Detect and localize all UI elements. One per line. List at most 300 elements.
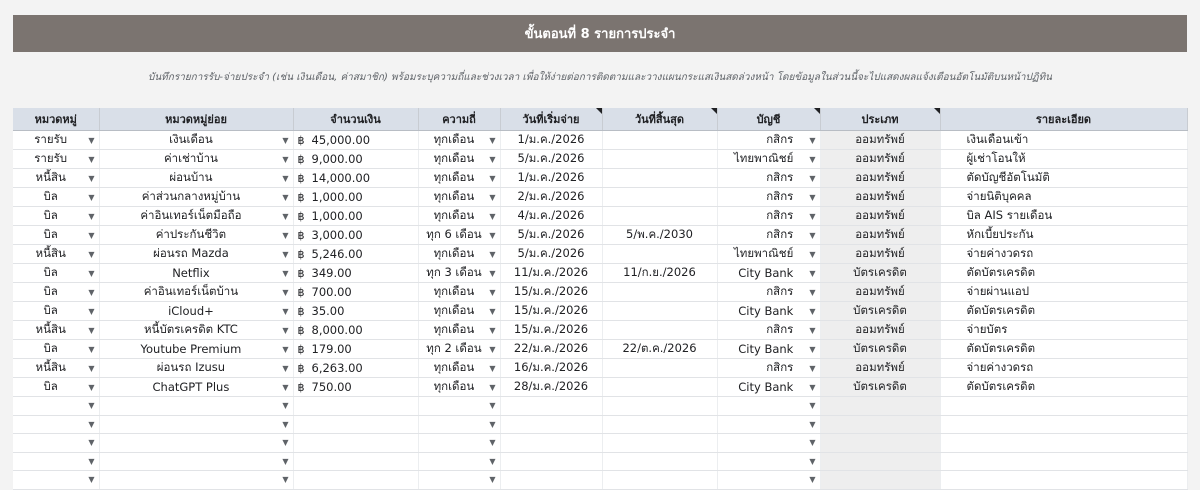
end-date-cell[interactable] <box>602 452 717 471</box>
detail-cell[interactable] <box>940 415 1187 434</box>
table-row <box>13 340 1187 359</box>
end-date-cell[interactable] <box>602 415 717 434</box>
subcategory-cell[interactable] <box>99 169 293 188</box>
amount-cell[interactable] <box>293 471 418 490</box>
detail-cell[interactable] <box>940 264 1187 283</box>
subcategory-cell[interactable] <box>99 207 293 226</box>
frequency-cell[interactable] <box>418 321 500 340</box>
start-date-cell[interactable] <box>500 302 602 321</box>
dropdown-arrow-icon[interactable]: ▼ <box>88 475 95 485</box>
table-row <box>13 207 1187 226</box>
type-cell <box>820 415 940 434</box>
detail-value: ผู้เช่าโอนให้ <box>966 151 1026 165</box>
category-value: หนี้สิน <box>35 246 66 260</box>
dropdown-arrow-icon[interactable]: ▼ <box>88 230 95 240</box>
amount-cell[interactable] <box>293 150 418 169</box>
detail-cell[interactable] <box>940 207 1187 226</box>
category-value: บิล <box>43 284 58 298</box>
start-date-cell[interactable] <box>500 131 602 150</box>
dropdown-arrow-icon[interactable]: ▼ <box>88 401 95 411</box>
type-value: ออมทรัพย์ <box>855 170 905 184</box>
type-cell <box>820 226 940 245</box>
amount-cell[interactable] <box>293 434 418 453</box>
col-header-frequency[interactable]: ความถี่ <box>418 108 500 131</box>
dropdown-arrow-icon[interactable]: ▼ <box>809 456 816 466</box>
dropdown-arrow-icon[interactable]: ▼ <box>809 382 816 392</box>
detail-cell[interactable] <box>940 397 1187 416</box>
baht-symbol: ฿ <box>297 247 305 261</box>
detail-cell[interactable] <box>940 452 1187 471</box>
account-cell[interactable] <box>717 434 820 453</box>
dropdown-arrow-icon[interactable]: ▼ <box>489 456 496 466</box>
detail-cell[interactable] <box>940 302 1187 321</box>
table-row <box>13 188 1187 207</box>
end-date-cell[interactable] <box>602 340 717 359</box>
detail-cell[interactable] <box>940 378 1187 397</box>
account-cell[interactable] <box>717 302 820 321</box>
page-title: ขั้นตอนที่ 8 รายการประจำ <box>524 27 676 42</box>
dropdown-arrow-icon[interactable]: ▼ <box>809 344 816 354</box>
account-cell[interactable] <box>717 415 820 434</box>
dropdown-arrow-icon[interactable]: ▼ <box>88 211 95 221</box>
type-value: ออมทรัพย์ <box>855 246 905 260</box>
frequency-cell[interactable] <box>418 264 500 283</box>
dropdown-arrow-icon[interactable]: ▼ <box>489 268 496 278</box>
start-date-cell[interactable] <box>500 434 602 453</box>
start-date-value: 4/ม.ค./2026 <box>517 208 585 222</box>
account-cell[interactable] <box>717 283 820 302</box>
detail-cell[interactable] <box>940 283 1187 302</box>
account-cell[interactable] <box>717 207 820 226</box>
dropdown-arrow-icon[interactable]: ▼ <box>282 230 289 240</box>
amount-cell[interactable] <box>293 169 418 188</box>
col-header-account[interactable]: บัญชี <box>717 108 820 131</box>
dropdown-arrow-icon[interactable]: ▼ <box>282 456 289 466</box>
col-header-end-date[interactable]: วันที่สิ้นสุด <box>602 108 717 131</box>
category-cell[interactable] <box>13 283 99 302</box>
amount-cell[interactable] <box>293 415 418 434</box>
start-date-value: 15/ม.ค./2026 <box>513 284 589 298</box>
category-cell[interactable] <box>13 452 99 471</box>
start-date-cell[interactable] <box>500 378 602 397</box>
dropdown-arrow-icon[interactable]: ▼ <box>809 154 816 164</box>
type-cell <box>820 207 940 226</box>
dropdown-arrow-icon[interactable]: ▼ <box>282 438 289 448</box>
dropdown-arrow-icon[interactable]: ▼ <box>282 211 289 221</box>
amount-value: 35.00 <box>311 304 345 318</box>
dropdown-arrow-icon[interactable]: ▼ <box>88 192 95 202</box>
account-cell[interactable] <box>717 131 820 150</box>
frequency-value: ทุกเดือน <box>433 189 475 203</box>
table-row <box>13 169 1187 188</box>
type-value: ออมทรัพย์ <box>855 284 905 298</box>
amount-cell[interactable] <box>293 378 418 397</box>
dropdown-arrow-icon[interactable]: ▼ <box>282 344 289 354</box>
end-date-cell[interactable] <box>602 131 717 150</box>
frequency-cell[interactable] <box>418 302 500 321</box>
detail-cell[interactable] <box>940 131 1187 150</box>
start-date-cell[interactable] <box>500 245 602 264</box>
type-cell <box>820 131 940 150</box>
end-date-cell[interactable] <box>602 378 717 397</box>
subcategory-cell[interactable] <box>99 283 293 302</box>
category-cell[interactable] <box>13 359 99 378</box>
frequency-value: ทุกเดือน <box>433 379 475 393</box>
type-cell <box>820 378 940 397</box>
col-header-type[interactable]: ประเภท <box>820 108 940 131</box>
frequency-cell[interactable] <box>418 397 500 416</box>
category-cell[interactable] <box>13 340 99 359</box>
dropdown-arrow-icon[interactable]: ▼ <box>88 344 95 354</box>
account-cell[interactable] <box>717 340 820 359</box>
start-date-cell[interactable] <box>500 340 602 359</box>
end-date-cell[interactable] <box>602 264 717 283</box>
dropdown-arrow-icon[interactable]: ▼ <box>809 192 816 202</box>
account-cell[interactable] <box>717 169 820 188</box>
amount-cell[interactable] <box>293 226 418 245</box>
detail-cell[interactable] <box>940 321 1187 340</box>
amount-cell[interactable] <box>293 452 418 471</box>
subcategory-cell[interactable] <box>99 471 293 490</box>
account-cell[interactable] <box>717 188 820 207</box>
dropdown-arrow-icon[interactable]: ▼ <box>88 306 95 316</box>
start-date-value: 5/ม.ค./2026 <box>517 227 585 241</box>
start-date-value: 16/ม.ค./2026 <box>513 360 589 374</box>
end-date-cell[interactable] <box>602 207 717 226</box>
category-cell[interactable] <box>13 264 99 283</box>
type-cell <box>820 452 940 471</box>
dropdown-arrow-icon[interactable]: ▼ <box>489 344 496 354</box>
category-cell[interactable] <box>13 169 99 188</box>
dropdown-arrow-icon[interactable]: ▼ <box>88 382 95 392</box>
frequency-cell[interactable] <box>418 283 500 302</box>
subcategory-cell[interactable] <box>99 340 293 359</box>
table-row <box>13 150 1187 169</box>
subcategory-cell[interactable] <box>99 150 293 169</box>
start-date-cell[interactable] <box>500 264 602 283</box>
subcategory-cell[interactable] <box>99 321 293 340</box>
amount-value: 8,000.00 <box>311 323 363 337</box>
category-cell[interactable] <box>13 302 99 321</box>
type-cell <box>820 321 940 340</box>
account-cell[interactable] <box>717 471 820 490</box>
amount-cell[interactable] <box>293 131 418 150</box>
category-cell[interactable] <box>13 397 99 416</box>
amount-value: 179.00 <box>311 342 352 356</box>
frequency-cell[interactable] <box>418 471 500 490</box>
dropdown-arrow-icon[interactable]: ▼ <box>489 438 496 448</box>
start-date-cell[interactable] <box>500 207 602 226</box>
type-value: ออมทรัพย์ <box>855 322 905 336</box>
subcategory-cell[interactable] <box>99 245 293 264</box>
frequency-cell[interactable] <box>418 434 500 453</box>
category-cell[interactable] <box>13 434 99 453</box>
subcategory-value: ค่าอินเทอร์เน็ตบ้าน <box>143 284 239 298</box>
dropdown-arrow-icon[interactable]: ▼ <box>282 135 289 145</box>
account-cell[interactable] <box>717 245 820 264</box>
dropdown-arrow-icon[interactable]: ▼ <box>489 419 496 429</box>
dropdown-arrow-icon[interactable]: ▼ <box>809 287 816 297</box>
dropdown-arrow-icon[interactable]: ▼ <box>88 325 95 335</box>
dropdown-arrow-icon[interactable]: ▼ <box>489 230 496 240</box>
detail-cell[interactable] <box>940 359 1187 378</box>
frequency-cell[interactable] <box>418 207 500 226</box>
end-date-cell[interactable] <box>602 169 717 188</box>
frequency-cell[interactable] <box>418 378 500 397</box>
end-date-cell[interactable] <box>602 188 717 207</box>
col-header-start-date[interactable]: วันที่เริ่มจ่าย <box>500 108 602 131</box>
col-header-subcategory[interactable]: หมวดหมู่ย่อย <box>99 108 293 131</box>
account-cell[interactable] <box>717 150 820 169</box>
account-value: กสิกร <box>766 170 794 184</box>
start-date-cell[interactable] <box>500 359 602 378</box>
frequency-value: ทุก 6 เดือน <box>426 227 482 241</box>
dropdown-arrow-icon[interactable]: ▼ <box>809 211 816 221</box>
category-cell[interactable] <box>13 188 99 207</box>
category-cell[interactable] <box>13 131 99 150</box>
subcategory-cell[interactable] <box>99 397 293 416</box>
dropdown-arrow-icon[interactable]: ▼ <box>88 419 95 429</box>
start-date-cell[interactable] <box>500 321 602 340</box>
subcategory-cell[interactable] <box>99 452 293 471</box>
dropdown-arrow-icon[interactable]: ▼ <box>282 192 289 202</box>
dropdown-arrow-icon[interactable]: ▼ <box>88 173 95 183</box>
dropdown-arrow-icon[interactable]: ▼ <box>809 135 816 145</box>
frequency-cell[interactable] <box>418 226 500 245</box>
end-date-cell[interactable] <box>602 321 717 340</box>
dropdown-arrow-icon[interactable]: ▼ <box>489 475 496 485</box>
baht-symbol: ฿ <box>297 285 305 299</box>
dropdown-arrow-icon[interactable]: ▼ <box>809 363 816 373</box>
category-cell[interactable] <box>13 207 99 226</box>
dropdown-arrow-icon[interactable]: ▼ <box>809 438 816 448</box>
dropdown-arrow-icon[interactable]: ▼ <box>489 192 496 202</box>
dropdown-arrow-icon[interactable]: ▼ <box>282 325 289 335</box>
empty-row <box>13 415 1187 434</box>
detail-cell[interactable] <box>940 340 1187 359</box>
dropdown-arrow-icon[interactable]: ▼ <box>809 325 816 335</box>
detail-cell[interactable] <box>940 245 1187 264</box>
end-date-cell[interactable] <box>602 283 717 302</box>
detail-cell[interactable] <box>940 150 1187 169</box>
dropdown-arrow-icon[interactable]: ▼ <box>282 268 289 278</box>
amount-value: 750.00 <box>311 380 352 394</box>
end-date-cell[interactable] <box>602 226 717 245</box>
account-value: กสิกร <box>766 360 794 374</box>
baht-symbol: ฿ <box>297 361 305 375</box>
dropdown-arrow-icon[interactable]: ▼ <box>282 306 289 316</box>
amount-cell[interactable] <box>293 283 418 302</box>
end-date-cell[interactable] <box>602 434 717 453</box>
dropdown-arrow-icon[interactable]: ▼ <box>489 135 496 145</box>
end-date-cell[interactable] <box>602 245 717 264</box>
dropdown-arrow-icon[interactable]: ▼ <box>809 419 816 429</box>
baht-symbol: ฿ <box>297 171 305 185</box>
baht-symbol: ฿ <box>297 304 305 318</box>
dropdown-arrow-icon[interactable]: ▼ <box>489 173 496 183</box>
dropdown-arrow-icon[interactable]: ▼ <box>809 306 816 316</box>
detail-cell[interactable] <box>940 169 1187 188</box>
type-cell <box>820 434 940 453</box>
dropdown-arrow-icon[interactable]: ▼ <box>809 173 816 183</box>
subcategory-cell[interactable] <box>99 264 293 283</box>
dropdown-arrow-icon[interactable]: ▼ <box>282 419 289 429</box>
subcategory-value: ผ่อนรถ Mazda <box>153 246 229 260</box>
category-cell[interactable] <box>13 378 99 397</box>
frequency-cell[interactable] <box>418 340 500 359</box>
category-cell[interactable] <box>13 150 99 169</box>
category-value: หนี้สิน <box>35 322 66 336</box>
dropdown-arrow-icon[interactable]: ▼ <box>489 382 496 392</box>
detail-cell[interactable] <box>940 188 1187 207</box>
account-cell[interactable] <box>717 397 820 416</box>
end-date-cell[interactable] <box>602 397 717 416</box>
detail-value: บิล AIS รายเดือน <box>966 208 1053 222</box>
start-date-cell[interactable] <box>500 471 602 490</box>
dropdown-arrow-icon[interactable]: ▼ <box>282 363 289 373</box>
category-cell[interactable] <box>13 226 99 245</box>
account-cell[interactable] <box>717 264 820 283</box>
amount-cell[interactable] <box>293 188 418 207</box>
start-date-cell[interactable] <box>500 283 602 302</box>
start-date-cell[interactable] <box>500 169 602 188</box>
subcategory-cell[interactable] <box>99 378 293 397</box>
dropdown-arrow-icon[interactable]: ▼ <box>88 249 95 259</box>
dropdown-arrow-icon[interactable]: ▼ <box>489 401 496 411</box>
type-value: บัตรเครดิต <box>853 265 907 279</box>
amount-cell[interactable] <box>293 397 418 416</box>
start-date-cell[interactable] <box>500 452 602 471</box>
dropdown-arrow-icon[interactable]: ▼ <box>282 382 289 392</box>
account-value: ไทยพาณิชย์ <box>733 246 794 260</box>
subcategory-value: ค่าประกันชีวิต <box>155 227 227 241</box>
category-cell[interactable] <box>13 415 99 434</box>
end-date-cell[interactable] <box>602 471 717 490</box>
frequency-cell[interactable] <box>418 188 500 207</box>
start-date-cell[interactable] <box>500 150 602 169</box>
end-date-cell[interactable] <box>602 302 717 321</box>
start-date-cell[interactable] <box>500 188 602 207</box>
category-cell[interactable] <box>13 245 99 264</box>
dropdown-arrow-icon[interactable]: ▼ <box>88 135 95 145</box>
dropdown-arrow-icon[interactable]: ▼ <box>489 249 496 259</box>
amount-cell[interactable] <box>293 207 418 226</box>
account-cell[interactable] <box>717 452 820 471</box>
col-header-category[interactable]: หมวดหมู่ <box>13 108 99 131</box>
dropdown-arrow-icon[interactable]: ▼ <box>809 230 816 240</box>
detail-value: จ่ายบัตร <box>966 322 1008 336</box>
start-date-cell[interactable] <box>500 397 602 416</box>
category-value: บิล <box>43 189 58 203</box>
dropdown-arrow-icon[interactable]: ▼ <box>809 249 816 259</box>
dropdown-arrow-icon[interactable]: ▼ <box>282 173 289 183</box>
dropdown-arrow-icon[interactable]: ▼ <box>88 363 95 373</box>
amount-cell[interactable] <box>293 264 418 283</box>
empty-row <box>13 471 1187 490</box>
dropdown-arrow-icon[interactable]: ▼ <box>489 287 496 297</box>
amount-cell[interactable] <box>293 321 418 340</box>
amount-cell[interactable] <box>293 245 418 264</box>
subcategory-cell[interactable] <box>99 188 293 207</box>
account-cell[interactable] <box>717 321 820 340</box>
step-banner <box>13 15 1187 52</box>
subcategory-cell[interactable] <box>99 131 293 150</box>
dropdown-arrow-icon[interactable]: ▼ <box>489 211 496 221</box>
subcategory-cell[interactable] <box>99 359 293 378</box>
end-date-value: 11/ก.ย./2026 <box>623 265 696 279</box>
dropdown-arrow-icon[interactable]: ▼ <box>489 363 496 373</box>
amount-cell[interactable] <box>293 359 418 378</box>
frequency-cell[interactable] <box>418 150 500 169</box>
frequency-cell[interactable] <box>418 359 500 378</box>
dropdown-arrow-icon[interactable]: ▼ <box>282 154 289 164</box>
subcategory-cell[interactable] <box>99 302 293 321</box>
col-header-amount[interactable]: จำนวนเงิน <box>293 108 418 131</box>
dropdown-arrow-icon[interactable]: ▼ <box>489 154 496 164</box>
amount-cell[interactable] <box>293 340 418 359</box>
dropdown-arrow-icon[interactable]: ▼ <box>88 287 95 297</box>
dropdown-arrow-icon[interactable]: ▼ <box>489 325 496 335</box>
dropdown-arrow-icon[interactable]: ▼ <box>88 456 95 466</box>
dropdown-arrow-icon[interactable]: ▼ <box>282 249 289 259</box>
start-date-value: 28/ม.ค./2026 <box>513 379 589 393</box>
dropdown-arrow-icon[interactable]: ▼ <box>282 287 289 297</box>
dropdown-arrow-icon[interactable]: ▼ <box>88 154 95 164</box>
detail-cell[interactable] <box>940 226 1187 245</box>
dropdown-arrow-icon[interactable]: ▼ <box>88 438 95 448</box>
type-value: บัตรเครดิต <box>853 379 907 393</box>
frequency-value: ทุกเดือน <box>433 208 475 222</box>
dropdown-arrow-icon[interactable]: ▼ <box>88 268 95 278</box>
end-date-cell[interactable] <box>602 150 717 169</box>
amount-cell[interactable] <box>293 302 418 321</box>
dropdown-arrow-icon[interactable]: ▼ <box>809 268 816 278</box>
frequency-cell[interactable] <box>418 169 500 188</box>
dropdown-arrow-icon[interactable]: ▼ <box>809 475 816 485</box>
start-date-value: 11/ม.ค./2026 <box>513 265 589 279</box>
dropdown-arrow-icon[interactable]: ▼ <box>282 475 289 485</box>
detail-cell[interactable] <box>940 434 1187 453</box>
category-cell[interactable] <box>13 471 99 490</box>
account-cell[interactable] <box>717 359 820 378</box>
end-date-cell[interactable] <box>602 359 717 378</box>
dropdown-arrow-icon[interactable]: ▼ <box>489 306 496 316</box>
subcategory-value: ค่าอินเทอร์เน็ตมือถือ <box>140 208 242 222</box>
dropdown-arrow-icon[interactable]: ▼ <box>282 401 289 411</box>
frequency-cell[interactable] <box>418 452 500 471</box>
subcategory-cell[interactable] <box>99 415 293 434</box>
start-date-value: 1/ม.ค./2026 <box>517 170 585 184</box>
subcategory-value: ค่าเช่าบ้าน <box>163 151 218 165</box>
amount-value: 6,263.00 <box>311 361 363 375</box>
account-cell[interactable] <box>717 226 820 245</box>
table-row <box>13 321 1187 340</box>
subcategory-cell[interactable] <box>99 226 293 245</box>
frequency-cell[interactable] <box>418 415 500 434</box>
dropdown-arrow-icon[interactable]: ▼ <box>809 401 816 411</box>
col-header-detail[interactable]: รายละเอียด <box>940 108 1187 131</box>
start-date-cell[interactable] <box>500 415 602 434</box>
start-date-cell[interactable] <box>500 226 602 245</box>
type-value: ออมทรัพย์ <box>855 151 905 165</box>
frequency-cell[interactable] <box>418 131 500 150</box>
frequency-cell[interactable] <box>418 245 500 264</box>
account-cell[interactable] <box>717 378 820 397</box>
category-cell[interactable] <box>13 321 99 340</box>
detail-cell[interactable] <box>940 471 1187 490</box>
subcategory-cell[interactable] <box>99 434 293 453</box>
end-date-value: 5/พ.ค./2030 <box>626 227 693 241</box>
